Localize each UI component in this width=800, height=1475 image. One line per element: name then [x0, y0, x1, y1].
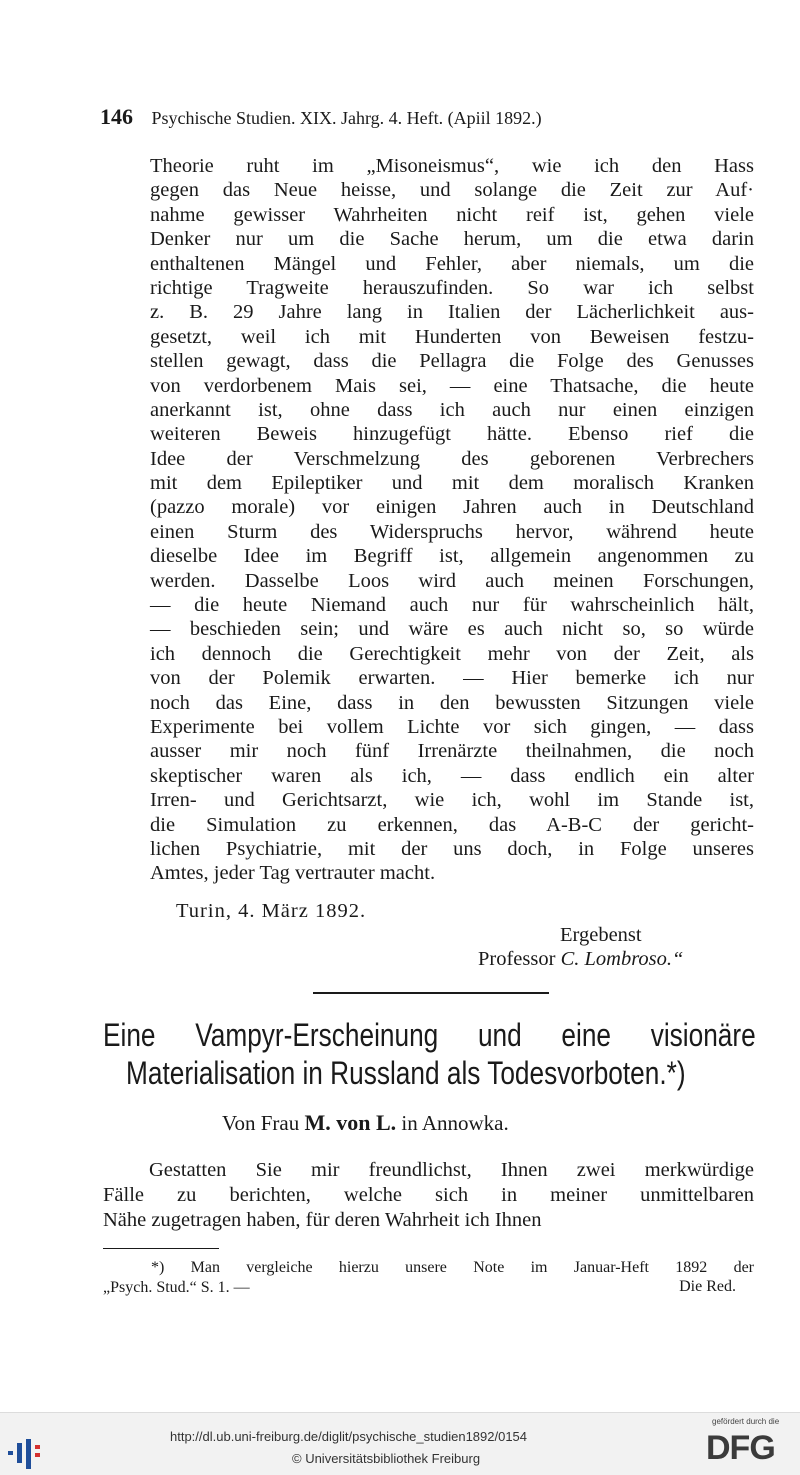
letter-text-line: Irren- und Gerichtsarzt, wie ich, wohl im Stande ist, — [150, 789, 754, 812]
letter-text-line: (pazzo morale) vor einigen Jahren auch in Deutschland — [150, 496, 754, 519]
letter-text-line: richtige Tragweite herauszufinden. So war ich selbst — [150, 276, 754, 299]
signature-name: C. Lombroso.“ — [560, 948, 684, 970]
article-body-line: Nähe zugetragen haben, für deren Wahrheit ich Ihnen — [103, 1209, 542, 1231]
letter-text-line: lichen Psychiatrie, mit der uns doch, in Folge unseres — [150, 837, 754, 860]
letter-text-line: mit dem Epileptiker und mit dem moralisch Kranken — [150, 472, 754, 495]
letter-text — [150, 154, 754, 886]
footnote-signature: Die Red. — [679, 1278, 736, 1295]
letter-text-line: von verdorbenem Mais sei, — eine Thatsache, die heute — [150, 374, 754, 397]
letter-text-line: Amtes, jeder Tag vertrauter macht. — [150, 862, 436, 885]
letter-text-line: nahme gewisser Wahrheiten nicht reif ist, gehen viele — [150, 203, 754, 226]
footnote-line-1: *) Man vergleiche hierzu unsere Note im Januar-Heft 1892 der — [151, 1259, 754, 1276]
byline-suffix: in Annowka. — [401, 1111, 509, 1135]
article-title-line-2: Materialisation in Russland als Todesvorboten.*) — [126, 1055, 686, 1091]
running-head — [100, 104, 760, 130]
article-body-line: Gestatten Sie mir freundlichst, Ihnen zwei merkwürdige — [149, 1159, 754, 1181]
article-body — [103, 1158, 754, 1233]
letter-text-line: — die heute Niemand auch nur für wahrscheinlich hält, — [150, 594, 754, 617]
running-title: Psychische Studien. XIX. Jahrg. 4. Heft. (Apiil 1892.) — [151, 108, 542, 128]
letter-text-line: ausser mir noch fünf Irrenärzte theilnahmen, die noch — [150, 740, 754, 763]
letter-text-line: von der Polemik erwarten. — Hier bemerke ich nur — [150, 667, 754, 690]
letter-text-line: ich dennoch die Gerechtigkeit mehr von der Zeit, als — [150, 642, 754, 665]
letter-text-line: dieselbe Idee im Begriff ist, allgemein angenommen zu — [150, 545, 754, 568]
letter-closing: Ergebenst — [560, 924, 642, 946]
letter-text-line: einen Sturm des Widerspruchs hervor, während heute — [150, 520, 754, 543]
letter-text-line: anerkannt ist, ohne dass ich auch nur einen einzigen — [150, 398, 754, 421]
document-url-link[interactable]: http://dl.ub.uni-freiburg.de/diglit/psychische_studien1892/0154 — [170, 1429, 528, 1444]
letter-text-line: Denker nur um die Sache herum, um die etwa darin — [150, 228, 754, 251]
letter-text-line: gesetzt, weil ich mit Hunderten von Beweisen festzu- — [150, 325, 754, 348]
section-divider — [313, 992, 549, 994]
letter-text-line: noch das Eine, dass in den bewussten Sitzungen viele — [150, 691, 754, 714]
footnote — [103, 1258, 754, 1298]
letter-text-line: weiteren Beweis hinzugefügt hätte. Ebenso rief die — [150, 423, 754, 446]
article-body-line: Fälle zu berichten, welche sich in meiner unmittelbaren — [103, 1184, 754, 1206]
dateline: Turin, 4. März 1892. — [176, 900, 367, 922]
byline-author: M. von L. — [304, 1110, 397, 1135]
dfg-logo: DFG — [706, 1429, 775, 1467]
byline-prefix: Von Frau — [222, 1111, 300, 1135]
article-byline — [222, 1110, 509, 1136]
letter-text-line: enthaltenen Mängel und Fehler, aber niemals, um die — [150, 252, 754, 275]
letter-text-line: Theorie ruht im „Misoneismus“, wie ich den Hass — [150, 155, 754, 177]
letter-text-line: Idee der Verschmelzung des geborenen Verbrechers — [150, 447, 754, 470]
signature-title: Professor — [478, 948, 556, 970]
letter-text-line: z. B. 29 Jahre lang in Italien der Lächerlichkeit aus- — [150, 301, 754, 324]
letter-text-line: werden. Dasselbe Loos wird auch meinen Forschungen, — [150, 569, 754, 592]
letter-signature — [478, 948, 683, 971]
letter-text-line: — beschieden sein; und wäre es auch nicht so, so würde — [150, 618, 754, 641]
article-title-line-1: Eine Vampyr-Erscheinung und eine visionäre — [103, 1017, 756, 1053]
copyright-notice: © Universitätsbibliothek Freiburg — [292, 1451, 481, 1466]
letter-text-line: gegen das Neue heisse, und solange die Zeit zur Auf· — [150, 179, 754, 202]
letter-text-line: skeptischer waren als ich, — dass endlich ein alter — [150, 764, 754, 787]
footnote-rule — [103, 1248, 219, 1249]
library-logo-icon — [8, 1431, 48, 1471]
funding-note: gefördert durch die — [712, 1417, 780, 1426]
letter-text-line: Experimente bei vollem Lichte vor sich gingen, — dass — [150, 715, 754, 738]
letter-text-line: stellen gewagt, dass die Pellagra die Folge des Genusses — [150, 350, 754, 373]
letter-text-line: die Simulation zu erkennen, das A-B-C der gericht- — [150, 813, 754, 836]
footnote-line-2: „Psych. Stud.“ S. 1. — — [103, 1279, 250, 1296]
viewer-footer — [0, 1412, 800, 1475]
page-number: 146 — [100, 104, 133, 129]
